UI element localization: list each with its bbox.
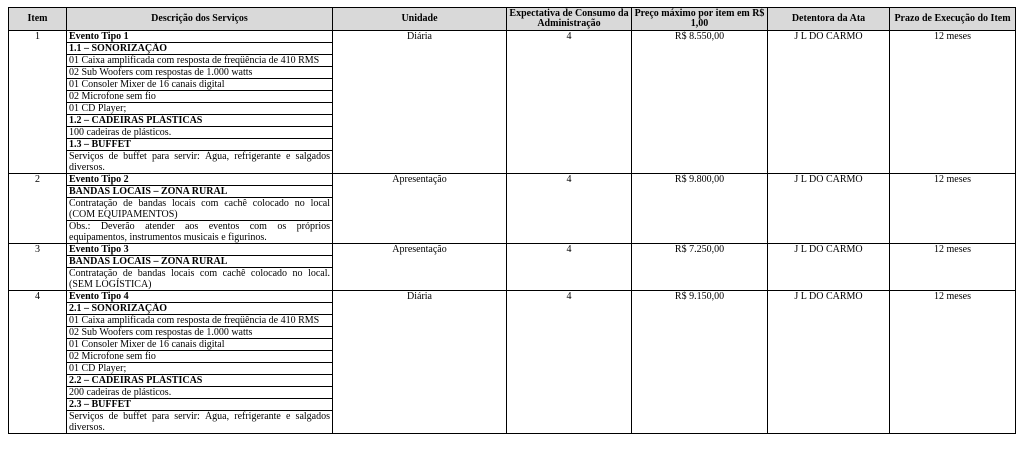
cell-item: 1 (9, 31, 67, 174)
services-table (8, 7, 1016, 434)
description-heading: 2.3 – BUFFET (67, 399, 332, 411)
cell-max-price: R$ 9.800,00 (632, 174, 768, 244)
cell-max-price: R$ 7.250,00 (632, 244, 768, 291)
cell-expected-consumption: 4 (507, 291, 632, 434)
table-body (9, 31, 1016, 434)
description-heading: Evento Tipo 4 (67, 291, 332, 303)
cell-term: 12 meses (890, 244, 1016, 291)
header-holder: Detentora da Ata (768, 8, 890, 31)
cell-description (67, 244, 333, 291)
description-heading: 2.2 – CADEIRAS PLÁSTICAS (67, 375, 332, 387)
cell-term: 12 meses (890, 31, 1016, 174)
cell-expected-consumption: 4 (507, 244, 632, 291)
description-line: 200 cadeiras de plásticos. (67, 387, 332, 399)
cell-term: 12 meses (890, 291, 1016, 434)
description-line: Contratação de bandas locais com cachê colocado no local. (SEM LOGÍSTICA) (69, 268, 330, 290)
description-heading: 1.2 – CADEIRAS PLÁSTICAS (67, 115, 332, 127)
description-line: 100 cadeiras de plásticos. (67, 127, 332, 139)
header-term: Prazo de Execução do Item (890, 8, 1016, 31)
cell-max-price: R$ 9.150,00 (632, 291, 768, 434)
header-description: Descrição dos Serviços (67, 8, 333, 31)
description-line: 01 Consoler Mixer de 16 canais digital (67, 339, 332, 351)
description-heading: 1.3 – BUFFET (67, 139, 332, 151)
cell-term: 12 meses (890, 174, 1016, 244)
cell-description (67, 174, 333, 244)
description-heading: Evento Tipo 3 (67, 244, 332, 256)
description-line: Serviços de buffet para servir: Água, refrigerante e salgados diversos. (69, 411, 330, 433)
description-heading: 1.1 – SONORIZAÇÃO (67, 43, 332, 55)
description-line: 01 Consoler Mixer de 16 canais digital (67, 79, 332, 91)
table-row (9, 244, 1016, 291)
cell-unit: Apresentação (333, 244, 507, 291)
description-heading: 2.1 – SONORIZAÇÃO (67, 303, 332, 315)
cell-expected-consumption: 4 (507, 174, 632, 244)
header-unit: Unidade (333, 8, 507, 31)
description-heading: Evento Tipo 1 (67, 31, 332, 43)
header-row (9, 8, 1016, 31)
description-line: Serviços de buffet para servir: Água, refrigerante e salgados diversos. (69, 151, 330, 173)
description-line: 02 Microfone sem fio (67, 91, 332, 103)
header-expected-consumption: Expectativa de Consumo da Administração (507, 8, 632, 31)
cell-item: 3 (9, 244, 67, 291)
description-heading: BANDAS LOCAIS – ZONA RURAL (67, 256, 332, 268)
cell-expected-consumption: 4 (507, 31, 632, 174)
table-row (9, 291, 1016, 434)
cell-holder: J L DO CARMO (768, 291, 890, 434)
cell-item: 4 (9, 291, 67, 434)
header-item: Item (9, 8, 67, 31)
description-line: 01 CD Player; (67, 363, 332, 375)
cell-unit: Diária (333, 31, 507, 174)
cell-description (67, 291, 333, 434)
cell-item: 2 (9, 174, 67, 244)
description-heading: Evento Tipo 2 (67, 174, 332, 186)
cell-max-price: R$ 8.550,00 (632, 31, 768, 174)
description-line: 01 Caixa amplificada com resposta de freqüência de 410 RMS (67, 55, 332, 67)
cell-holder: J L DO CARMO (768, 244, 890, 291)
description-line: Obs.: Deverão atender aos eventos com os próprios equipamentos, instrumentos musicais e figurinos. (69, 221, 330, 243)
description-line: 02 Sub Woofers com respostas de 1.000 watts (67, 67, 332, 79)
cell-holder: J L DO CARMO (768, 31, 890, 174)
description-line: 02 Microfone sem fio (67, 351, 332, 363)
cell-holder: J L DO CARMO (768, 174, 890, 244)
cell-description (67, 31, 333, 174)
table-row (9, 31, 1016, 174)
header-max-price: Preço máximo por item em R$ 1,00 (632, 8, 768, 31)
description-line: 02 Sub Woofers com respostas de 1.000 watts (67, 327, 332, 339)
description-line: 01 Caixa amplificada com resposta de freqüência de 410 RMS (67, 315, 332, 327)
cell-unit: Apresentação (333, 174, 507, 244)
description-line: 01 CD Player; (67, 103, 332, 115)
cell-unit: Diária (333, 291, 507, 434)
description-line: Contratação de bandas locais com cachê colocado no local (COM EQUIPAMENTOS) (69, 198, 330, 220)
description-heading: BANDAS LOCAIS – ZONA RURAL (67, 186, 332, 198)
table-row (9, 174, 1016, 244)
